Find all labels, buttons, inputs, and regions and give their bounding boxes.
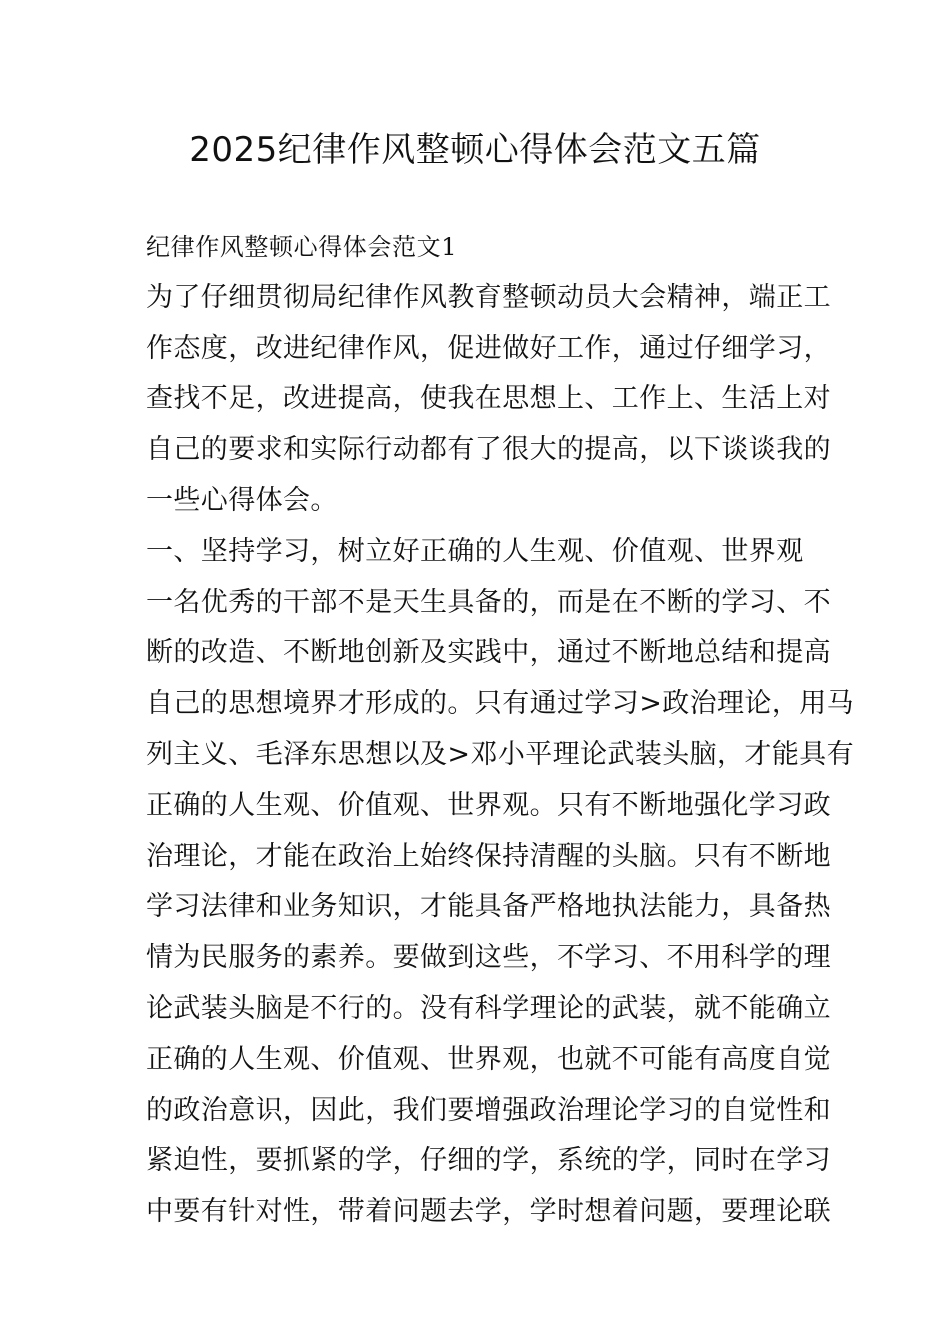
text-line: 紧迫性，要抓紧的学，仔细的学，系统的学，同时在学习 [146,1145,831,1177]
text-line: 列主义、毛泽东思想以及>邓小平理论武装头脑，才能具有 [146,738,855,770]
text-line: 自己的思想境界才形成的。只有通过学习>政治理论，用马 [146,688,855,720]
text-line: 正确的人生观、价值观、世界观，也就不可能有高度自觉 [146,1043,831,1075]
text-line: 作态度，改进纪律作风，促进做好工作，通过仔细学习， [146,332,831,364]
text-line: 学习法律和业务知识，才能具备严格地执法能力，具备热 [146,891,831,923]
text-line: 中要有针对性，带着问题去学，学时想着问题，要理论联 [146,1196,831,1228]
text-line: 断的改造、不断地创新及实践中，通过不断地总结和提高 [146,637,831,669]
text-line: 的政治意识，因此，我们要增强政治理论学习的自觉性和 [146,1094,831,1126]
text-line: 查找不足，改进提高，使我在思想上、工作上、生活上对 [146,383,831,415]
text-line: 一、坚持学习，树立好正确的人生观、价值观、世界观 [146,535,804,567]
text-line: 正确的人生观、价值观、世界观。只有不断地强化学习政 [146,789,831,821]
text-line: 一名优秀的干部不是天生具备的，而是在不断的学习、不 [146,586,831,618]
text-line: 一些心得体会。 [146,484,338,516]
text-line: 自己的要求和实际行动都有了很大的提高，以下谈谈我的 [146,434,831,466]
section-heading: 纪律作风整顿心得体会范文1 [146,233,458,261]
document-body [146,222,855,1238]
text-line: 论武装头脑是不行的。没有科学理论的武装，就不能确立 [146,992,831,1024]
text-line: 情为民服务的素养。要做到这些，不学习、不用科学的理 [146,942,831,974]
document-title: 2025纪律作风整顿心得体会范文五篇 [189,130,761,170]
text-line: 为了仔细贯彻局纪律作风教育整顿动员大会精神，端正工 [146,281,831,313]
text-line: 治理论，才能在政治上始终保持清醒的头脑。只有不断地 [146,840,831,872]
